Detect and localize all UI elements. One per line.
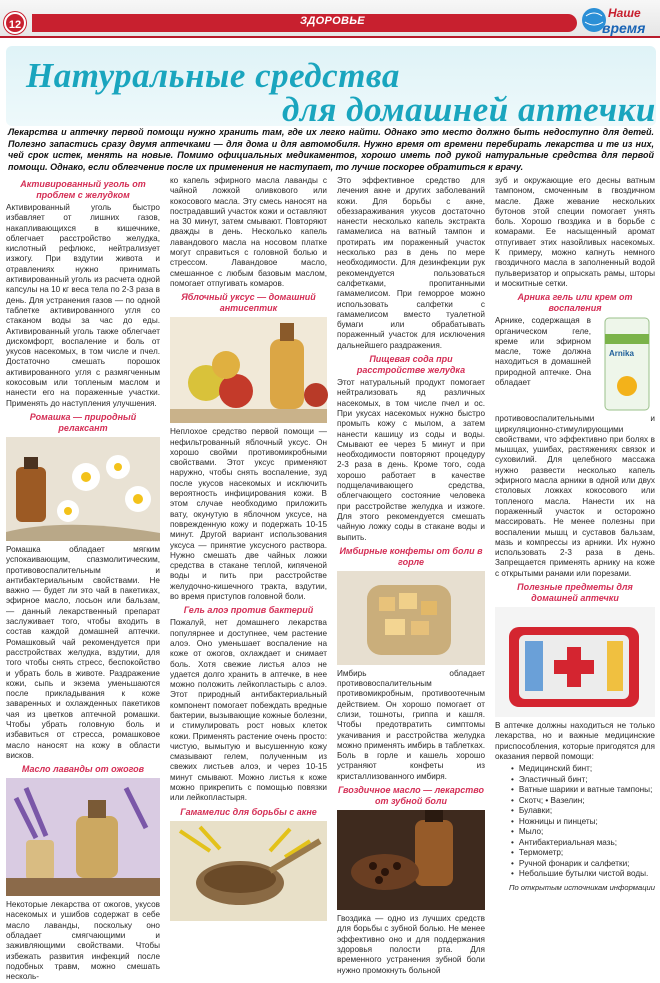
paragraph-clove-cont: зуб и окружающие его десны ватным тампоном, смоченным в гвоздичном масле. Даже жевание нескольких бутонов этой специи помогает унять боль. Хорошо гвоздика и в борьбе с комарами. Ее насыщенный аромат отпугивает этих назойливых насекомых. К примеру, можно капнуть немного гвоздичного масла в заполненный водой пульверизатор и опрыскать рамы, шторы и москитные сетки. bbox=[495, 176, 655, 288]
section-label: ЗДОРОВЬЕ bbox=[300, 15, 365, 27]
column-3 bbox=[337, 176, 485, 975]
subheading-vinegar: Яблочный уксус — домашний антисептик bbox=[181, 292, 316, 314]
chamomile-photo bbox=[6, 437, 160, 541]
paragraph-kit-intro: В аптечке должны находиться не только лекарства, но и важные медицинские приспособления, которые пригодятся для оказания первой помощи: bbox=[495, 721, 655, 761]
paragraph-hamamelis: Это эффективное средство для лечения акне и других заболеваний кожи. Для борьбы с акне, обеззараживания укусов достаточно нанести несколько капель экстракта гамамелиса на ватный тампон и протирать им пораженный участок несколько раз в день по мере необходимости. Для дезинфекции рук рекомендуется пользоваться салфетками, пропитанными гамамелисом. При геморрое можно использовать салфетки с гамамелисом вместо туалетной бумаги или обрабатывать пораженный участок для исключения дальнейшего раздражения. bbox=[337, 176, 485, 350]
arnica-tube-photo bbox=[595, 316, 655, 412]
subheading-ginger: Имбирные конфеты от боли в горле bbox=[339, 545, 483, 567]
logo-line1: Наше bbox=[608, 6, 641, 20]
ginger-candy-photo bbox=[337, 571, 485, 665]
list-item: • Ватные шарики и ватные тампоны; bbox=[511, 785, 655, 796]
list-item: • Скотч; • Вазелин; bbox=[511, 796, 655, 807]
subheading-soda: Пищевая сода при расстройстве желудка bbox=[356, 354, 466, 376]
clove-oil-photo bbox=[337, 810, 485, 910]
subheading-charcoal: Активированный уголь от проблем с желудком bbox=[20, 179, 146, 200]
hamamelis-photo bbox=[170, 821, 327, 921]
paragraph-charcoal: Активированный уголь быстро избавляет от лишних газов, накапливающихся в кишечнике, облегчает расстройство желудка, кислотный рефлюкс, нейтрализует изжогу. При вздутии живота и отравлениях нужно принимать активированный уголь из расчета одной капсулы на 10 кг веса тела по 2-3 раза в день. Для устранения газов — по одной таблетке активированного угля со стаканом воды за час до еды. Активированный уголь также облегчает дискомфорт, воспаление и боль от укусов насекомых, в том числе и пчел. Достаточно смешать порошок активированного угля с размягченным кокосовым или топленым маслом и нанести его на пораженные участки. Применять до наступления улучшения. bbox=[6, 203, 160, 408]
article-lead: Лекарства и аптечку первой помощи нужно хранить там, где их легко найти. Однако это место должно быть недоступно для детей. Полезно запастись сразу двумя аптечками — для дома и для автомобиля. Нужно время от времени перебирать лекарства и те из них, чей срок истек, менять на новые. Помимо официальных медикаментов, хорошо иметь под рукой натуральные средства для первой помощи. Однако, если облегчение после их применения не наступает, то лучше поскорее обратиться к врачу. bbox=[8, 127, 654, 172]
subheading-arnica: Арника гель или крем от воспаления bbox=[517, 292, 633, 314]
first-aid-kit-photo bbox=[495, 607, 655, 717]
paragraph-soda: Этот натуральный продукт помогает нейтрализовать яд различных насекомых, в том числе пчел и ос. При укусах насекомых нужно быстро промыть кожу с мылом, а затем нанести кашицу из соды и воды. Смывают ее через 5 минут и при необходимости повторяют процедуру 2-3 раза в день. Кроме того, сода хорошо работает в качестве подщелачивающего средства, облегчающего состояние человека при расстройстве желудка и изжоге. Для этого рекомендуется смешать чайную ложку соды в стакане воды и выпить. bbox=[337, 378, 485, 542]
page-number: 12 bbox=[4, 12, 26, 34]
lavender-oil-photo bbox=[6, 778, 160, 896]
column-2 bbox=[170, 176, 327, 928]
list-item: • Термометр; bbox=[511, 848, 655, 859]
subheading-clove: Гвоздичное масло — лекарство от зубной боли bbox=[337, 785, 485, 807]
newspaper-logo[interactable] bbox=[582, 2, 656, 38]
subheading-aloe: Гель алоэ против бактерий bbox=[183, 605, 314, 616]
list-item: • Небольшие бутылки чистой воды. bbox=[511, 869, 655, 880]
first-aid-kit-list bbox=[511, 764, 655, 880]
list-item: • Мыло; bbox=[511, 827, 655, 838]
column-4 bbox=[495, 176, 655, 928]
paragraph-arnica: Арнике, содержащая в органическом геле, креме или эфирном масле, тоже должна находиться в домашней природной аптечке. Она обладает противовоспалительными и циркуляционно-стимулирующими свойствами, что эффективно при болях в мышцах, ушибах, растяжениях связок и суховилий. Для целебного массажа нужно развести несколько капель эфирного масла арники в одной или двух столовых ложках кокосового или топленого масла. Нанести их на пораженный участок и осторожно массировать. Не менее полезны при воспалении мышц и суставов бальзам, мазь и компрессы из арники. Их нужно использовать 2-3 раза в день. Запрещается применять арнику на коже с открытыми ранами или порезами. bbox=[495, 316, 655, 578]
title-banner bbox=[6, 46, 656, 129]
list-item: • Булавки; bbox=[511, 806, 655, 817]
paragraph-ginger: Имбирь обладает противовоспалительным противомикробным, противоотечным действием. Он хорошо помогает от слизи, тошноты, гриппа и кашля. Чтобы предотвратить симптомы укачивания и расстройства желудка можно применять имбирь в таблетках. Боль в горле и кашель хорошо устраняют конфеты из кристаллизованного имбиря. bbox=[337, 668, 485, 781]
arnica-tube-label: Arnika bbox=[609, 349, 634, 359]
list-item: • Ножницы и пинцеты; bbox=[511, 817, 655, 828]
paragraph-chamomile: Ромашка обладает мягким успокаивающим, спазмолитическим, противовоспалительным и антибактериальным свойствами. Не важно — будет ли это чай в пакетиках, эфирное масло, лосьон или бальзам, — данный лекарственный препарат заслуживает того, чтобы входить в состав каждой домашней аптечки. Ромашковый чай рекомендуется при расстройствах желудка, вздутии, для того чтобы снять стресс, беспокойство и убрать боль в животе. Раздражение кожи, сыпь и экзема уменьшаются после прикладывания к коже заваренных и охлажденных пакетиков чая из цветков аптечной ромашки. Чтобы убрать головную боль и избавиться от стресса, ромашковое масло наносят на кожу в области висков. bbox=[6, 544, 160, 760]
source-note: По открытым источникам информации bbox=[508, 882, 655, 892]
subheading-chamomile: Ромашка — природный релаксант bbox=[29, 411, 137, 433]
paragraph-clove: Гвоздика — одно из лучших средств для борьбы с зубной болью. Не менее эффективно оно и для поддержания здоровья полости рта. Для временного устранения зубной боли нужно промокнуть больной bbox=[337, 914, 485, 975]
paragraph-lavender: Некоторые лекарства от ожогов, укусов насекомых и ушибов содержат в себе масло лаванды, поскольку оно обладает смягчающими и заживляющими свойствами. Чтобы избежать развития инфекций после подобных травм, можно смешать несколь- bbox=[6, 900, 160, 982]
list-item: • Эластичный бинт; bbox=[511, 775, 655, 786]
list-item: • Медицинский бинт; bbox=[511, 764, 655, 775]
apple-vinegar-photo bbox=[170, 317, 327, 423]
logo-line2: время bbox=[602, 20, 646, 36]
list-item: • Ручной фонарик и салфетки; bbox=[511, 859, 655, 870]
article-title-line1: Натуральные средства bbox=[26, 56, 400, 95]
paragraph-vinegar: Неплохое средство первой помощи — нефильтрованный яблочный уксус. Он хорошо свойми противомикробными свойствами. Этот уксус применяют наружно, чтобы снять воспаление, зуд после укусов насекомых и исключить вероятность инфицирования кожи. В этом случае необходимо приложить вату, окунутую в яблочном уксусе, на поврежденную кожу и подержать 10-15 минут. Другой вариант использования уксуса — принятие уксусного раствора. Нужно смешать две чайных ложки средства в стакане теплой, кипяченой воды и пить при расстройстве желудочно-кишечного тракта, вздутии, во время приступов головной боли. bbox=[170, 427, 327, 602]
paragraph-aloe: Пожалуй, нет домашнего лекарства популярнее и доступнее, чем растение алоэ. Оно уменьшает воспаление на коже от ожогов, охлаждает и снимает боль. Хотя свежие листья алоэ не удается долго хранить в аптечке, в нее можно положить лейкопластырь с алоэ. Этот природный антибактериальный компонент помогает побеждать вредные бактерии, вызывающие кожные болезни, и стимулировать рост новых клеток кожи. Применять растение очень просто: чистую, вымытую и высушенную кожу смазывают гелем, полученным из свежих листьев алоэ, и через 10-15 минут смывают. Можно листья к коже можно прикрепить с помощью повязки или лейкопластыря. bbox=[170, 618, 327, 803]
paragraph-lavender-cont: ко капель эфирного масла лаванды с чайной ложкой оливкового или кокосового масла. Эту смесь наносят на пострадавший участок кожи и оставляют на 30 минут, затем смывают. Повторяют дважды в день. Несколько капель лавандового масла на носовом платке могут справиться с головной болью и стрессом. Лавандовое масло, смешанное с любым базовым маслом, помогает отпугивать комаров. bbox=[170, 176, 327, 288]
article-title-line2: для домашней аптечки bbox=[282, 90, 656, 129]
list-item: • Антибактериальная мазь; bbox=[511, 838, 655, 849]
subheading-hamamelis: Гамамелис для борьбы с акне bbox=[180, 806, 317, 817]
column-1 bbox=[6, 176, 160, 982]
subheading-lavender: Масло лаванды от ожогов bbox=[21, 764, 145, 775]
subheading-kit: Полезные предметы для домашней аптечки bbox=[517, 582, 633, 604]
